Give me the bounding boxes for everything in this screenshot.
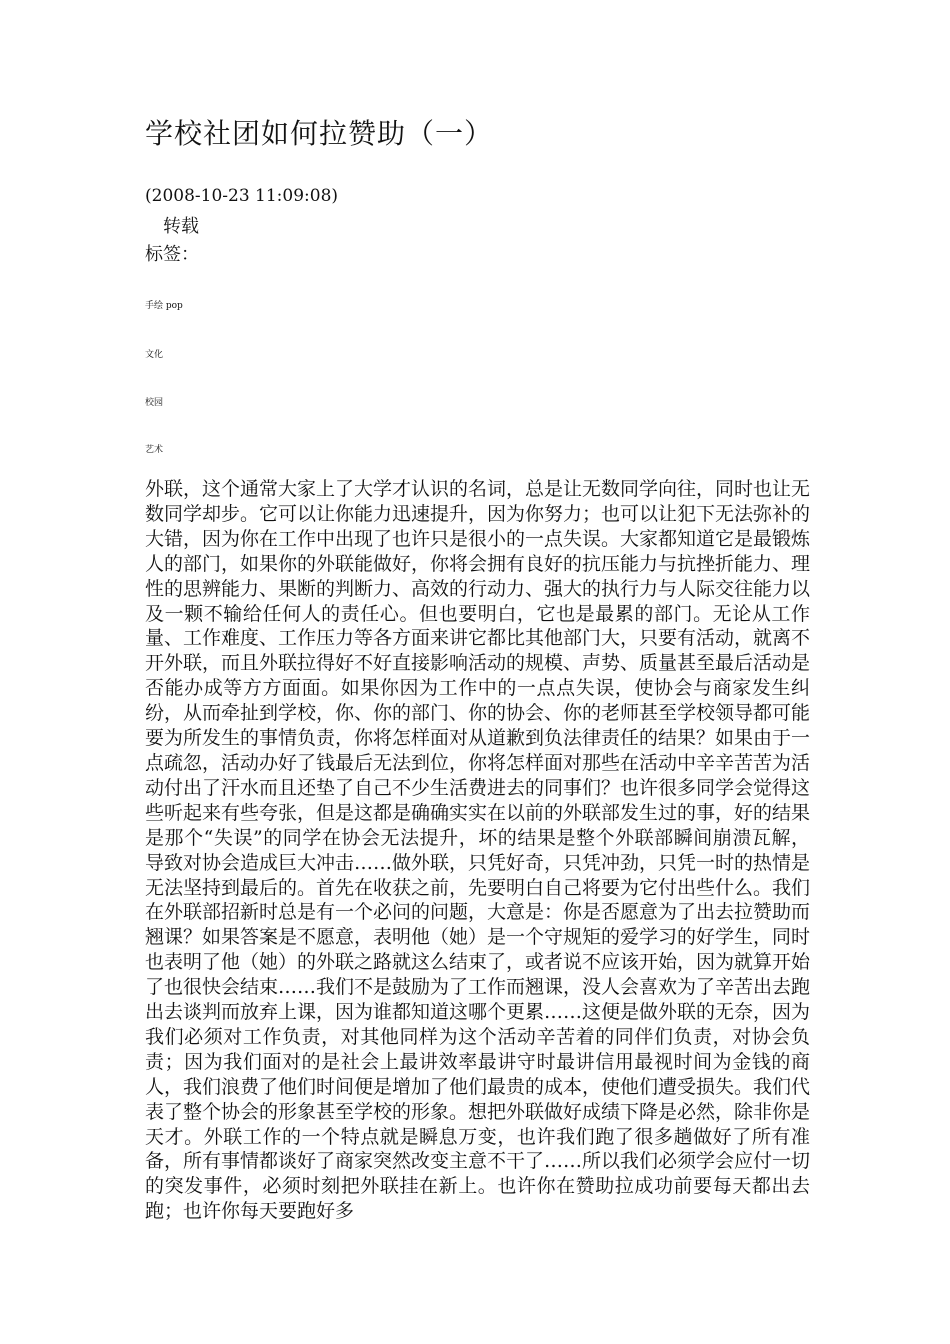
article-title: 学校社团如何拉赞助（一） (145, 117, 494, 150)
post-date: (2008-10-23 11:09:08) (145, 186, 339, 206)
repost-label: 转载 (163, 216, 199, 237)
article-body: 外联，这个通常大家上了大学才认识的名词，总是让无数同学向往，同时也让无数同学却步。它可以让你能力迅速提升，因为你努力；也可以让犯下无法弥补的大错，因为你在工作中出现了也许只是很小的一点失误。大家都知道它是最锻炼人的部门，如果你的外联能做好，你将会拥有良好的抗压能力与抗挫折能力、理性的思辨能力、果断的判断力、高效的行动力、强大的执行力与人际交往能力以及一颗不输给任何人的责任心。但也要明白，它也是最累的部门。无论从工作量、工作难度、工作压力等各方面来讲它都比其他部门大，只要有活动，就离不开外联，而且外联拉得好不好直接影响活动的规模、声势、质量甚至最后活动是否能办成等方方面面。如果你因为工作中的一点点失误，使协会与商家发生纠纷，从而牵扯到学校，你、你的部门、你的协会、你的老师甚至学校领导都可能要为所发生的事情负责，你将怎样面对从道歉到负法律责任的结果？如果由于一点疏忽，活动办好了钱最后无法到位，你将怎样面对那些在活动中辛辛苦苦为活动付出了汗水而且还垫了自己不少生活费进去的同事们？也许很多同学会觉得这些听起来有些夸张，但是这都是确确实实在以前的外联部发生过的事，好的结果是那个“失误”的同学在协会无法提升，坏的结果是整个外联部瞬间崩溃瓦解，导致对协会造成巨大冲击……做外联，只凭好奇，只凭冲劲，只凭一时的热情是无法坚持到最后的。首先在收获之前，先要明白自己将要为它付出些什么。我们在外联部招新时总是有一个必问的问题，大意是：你是否愿意为了出去拉赞助而翘课？如果答案是不愿意，表明他（她）是一个守规矩的爱学习的好学生，同时也表明了他（她）的外联之路就这么结束了，或者说不应该开始，因为就算开始了也很快会结束……我们不是鼓励为了工作而翘课，没人会喜欢为了辛苦出去跑出去谈判而放弃上课，因为谁都知道这哪个更累……这便是做外联的无奈，因为我们必须对工作负责，对其他同样为这个活动辛苦着的同伴们负责，对协会负责；因为我们面对的是社会上最讲效率最讲守时最讲信用最视时间为金钱的商人，我们浪费了他们时间便是增加了他们最贵的成本，使他们遭受损失。我们代表了整个协会的形象甚至学校的形象。想把外联做好成绩下降是必然，除非你是天才。外联工作的一个特点就是瞬息万变，也许我们跑了很多趟做好了所有准备，所有事情都谈好了商家突然改变主意不干了……所以我们必须学会应付一切的突发事件，必须时刻把外联挂在新上。也许你在赞助拉成功前要每天都出去跑；也许你每天要跑好多 (145, 478, 811, 1223)
tag-item[interactable]: 手绘 pop (145, 301, 183, 311)
tag-item[interactable]: 校园 (145, 398, 164, 408)
tags-label: 标签： (145, 244, 199, 265)
tag-item[interactable]: 艺术 (145, 445, 164, 455)
tag-item[interactable]: 文化 (145, 350, 164, 360)
